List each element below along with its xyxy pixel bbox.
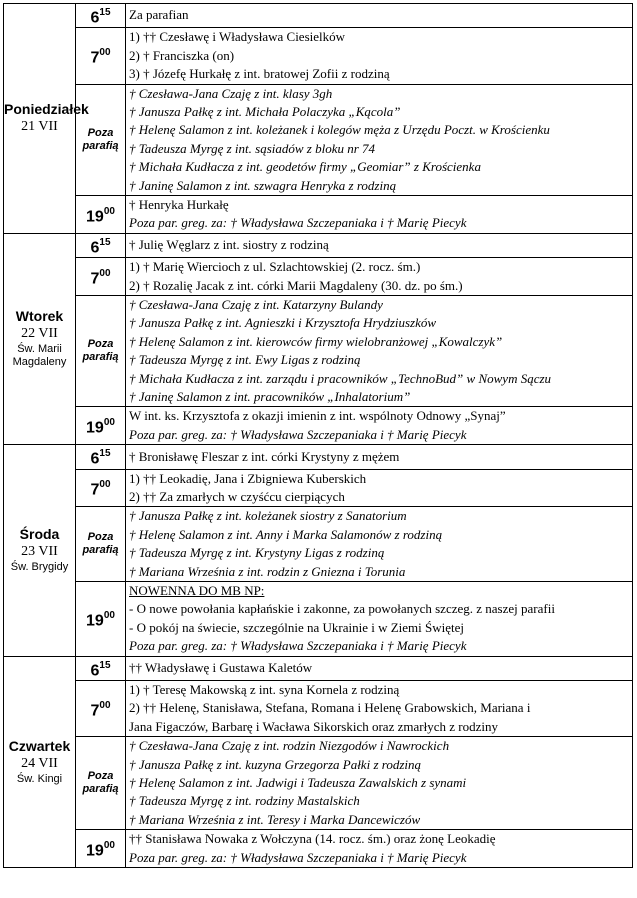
time-6-15: $6^{15}$ <box>76 656 126 680</box>
day-date: 22 VII <box>21 326 58 342</box>
mass-entries <box>126 830 633 868</box>
intention-line: † Michała Kudłacza z int. geodetów firmy „Geomiar” z Krościenka <box>129 159 481 175</box>
poza-parafia-label: Poza parafią <box>76 84 126 195</box>
mass-entries <box>126 407 633 445</box>
intention-line: 2) † Rozalię Jacak z int. córki Marii Magdaleny (30. dz. po śm.) <box>129 277 463 293</box>
time-19-00: $19^{00}$ <box>76 830 126 868</box>
intention-line: † Janinę Salamon z int. pracowników „Inhalatorium” <box>129 388 411 404</box>
gregorian-line: Poza par. greg. za: † Władysława Szczepaniaka i † Marię Piecyk <box>129 215 467 231</box>
intention-line: †† Stanisława Nowaka z Wołczyna (14. rocz. śm.) oraz żonę Leokadię <box>129 831 496 847</box>
intention-line: †† Władysławę i Gustawa Kaletów <box>129 660 313 676</box>
intention-line: † Janinę Salamon z int. szwagra Henryka z rodziną <box>129 177 397 193</box>
intention-line: † Bronisławę Fleszar z int. córki Krystyny z mężem <box>129 448 400 464</box>
poza-parafia-label: Poza parafią <box>76 295 126 406</box>
time-19-00: $19^{00}$ <box>76 195 126 233</box>
day-name: Środa <box>19 526 60 543</box>
intention-line: † Janusza Pałkę z int. kuzyna Grzegorza Pałki z rodziną <box>129 756 421 772</box>
intention-line: 2) †† Za zmarłych w czyśćcu cierpiących <box>129 488 345 504</box>
gregorian-line: Poza par. greg. za: † Władysława Szczepaniaka i † Marię Piecyk <box>129 638 467 654</box>
intention-line: - O nowe powołania kapłańskie i zakonne, za powołanych szczeg. z naszej parafii <box>129 601 555 617</box>
mass-entries <box>126 656 633 680</box>
day-date: 23 VII <box>21 544 58 560</box>
day-name: Wtorek <box>15 308 64 325</box>
intention-line: 3) † Józefę Hurkałę z int. bratowej Zofii z rodziną <box>129 66 390 82</box>
wed-poza-row <box>4 507 633 582</box>
intention-line: 2) †† Helenę, Stanisława, Stefana, Romana i Helenę Grabowskich, Mariana i <box>129 700 531 716</box>
wed-700-row <box>4 469 633 507</box>
saint-name: Św. Brygidy <box>10 561 69 574</box>
intention-line: - O pokój na świecie, szczególnie na Ukrainie i w Ziemi Świętej <box>129 619 465 635</box>
intention-line: † Mariana Września z int. rodzin z Gniezna i Torunia <box>129 563 406 579</box>
intention-line: † Michała Kudłacza z int. zarządu i pracowników „TechnoBud” w Nowym Sączu <box>129 370 552 386</box>
day-cell-wednesday <box>4 445 76 656</box>
tue-1900-row <box>4 407 633 445</box>
intention-line: † Henryka Hurkałę <box>129 196 229 212</box>
day-name: Poniedziałek <box>4 101 89 118</box>
mass-entries <box>126 233 633 257</box>
day-cell-thursday <box>4 656 76 867</box>
mon-615-row <box>4 4 633 28</box>
intention-line: † Helenę Salamon z int. kierowców firmy wielobranżowej „Kowalczyk” <box>129 333 503 349</box>
intention-line: † Helenę Salamon z int. koleżanek i kolegów męża z Urzędu Poczt. w Krościenku <box>129 122 550 138</box>
intention-line: 1) † Marię Wiercioch z ul. Szlachtowskiej (2. rocz. śm.) <box>129 259 421 275</box>
intention-line: 2) † Franciszka (on) <box>129 47 235 63</box>
mass-entries <box>126 680 633 736</box>
day-date: 24 VII <box>21 755 58 771</box>
time-6-15: $6^{15}$ <box>76 233 126 257</box>
thu-615-row <box>4 656 633 680</box>
mass-entries <box>126 258 633 296</box>
mass-entries-outside <box>126 737 633 830</box>
intention-line: 1) †† Czesławę i Władysława Ciesielków <box>129 29 346 45</box>
intention-line: 1) † Teresę Makowską z int. syna Kornela z rodziną <box>129 681 400 697</box>
time-7-00: $7^{00}$ <box>76 258 126 296</box>
day-name: Czwartek <box>8 737 71 754</box>
mon-700-row <box>4 28 633 84</box>
mass-entries <box>126 28 633 84</box>
saint-name: Św. Kingi <box>16 772 63 785</box>
gregorian-line: Poza par. greg. za: † Władysława Szczepaniaka i † Marię Piecyk <box>129 849 467 865</box>
intention-line: † Janusza Pałkę z int. Michała Polaczyka „Kącola” <box>129 103 401 119</box>
intention-line: † Mariana Września z int. Teresy i Marka Dancewiczów <box>129 811 421 827</box>
mon-poza-row <box>4 84 633 195</box>
saint-name: Św. Marii Magdaleny <box>12 343 67 369</box>
intention-line: Za parafian <box>129 7 189 23</box>
poza-parafia-label: Poza parafią <box>76 507 126 582</box>
time-7-00: $7^{00}$ <box>76 469 126 507</box>
intention-line: 1) †† Leokadię, Jana i Zbigniewa Kuberskich <box>129 470 367 486</box>
time-7-00: $7^{00}$ <box>76 28 126 84</box>
time-6-15: $6^{15}$ <box>76 4 126 28</box>
thu-700-row <box>4 680 633 736</box>
tue-615-row <box>4 233 633 257</box>
intention-line: † Tadeusza Myrgę z int. sąsiadów z bloku nr 74 <box>129 140 376 156</box>
wed-615-row <box>4 445 633 469</box>
mass-entries-outside <box>126 507 633 582</box>
novena-title: NOWENNA DO MB NP: <box>129 582 265 598</box>
tue-700-row <box>4 258 633 296</box>
intention-line: Jana Figaczów, Barbarę i Wacława Sikorskich oraz zmarłych z rodziny <box>129 718 498 734</box>
intention-line: † Janusza Pałkę z int. koleżanek siostry z Sanatorium <box>129 508 407 524</box>
day-date: 21 VII <box>21 119 58 135</box>
thu-poza-row <box>4 737 633 830</box>
intention-line: † Tadeusza Myrgę z int. Krystyny Ligas z rodziną <box>129 545 385 561</box>
mass-entries <box>126 469 633 507</box>
intention-line: † Tadeusza Myrgę z int. Ewy Ligas z rodziną <box>129 352 361 368</box>
mass-entries <box>126 4 633 28</box>
time-19-00: $19^{00}$ <box>76 407 126 445</box>
tue-poza-row <box>4 295 633 406</box>
mass-entries-outside <box>126 295 633 406</box>
mass-entries <box>126 195 633 233</box>
mass-entries <box>126 581 633 656</box>
intention-line: † Czesława-Jana Czaję z int. Katarzyny Bulandy <box>129 296 383 312</box>
time-19-00: $19^{00}$ <box>76 581 126 656</box>
day-cell-monday <box>4 4 89 234</box>
intention-line: † Czesława-Jana Czaję z int. klasy 3gh <box>129 85 333 101</box>
time-6-15: $6^{15}$ <box>76 445 126 469</box>
intention-line: † Helenę Salamon z int. Anny i Marka Salamonów z rodziną <box>129 526 443 542</box>
day-cell-tuesday <box>4 233 76 444</box>
mass-entries <box>126 445 633 469</box>
intention-line: † Tadeusza Myrgę z int. rodziny Mastalskich <box>129 793 360 809</box>
intention-line: † Czesława-Jana Czaję z int. rodzin Niezgodów i Nawrockich <box>129 738 450 754</box>
mass-entries-outside <box>126 84 633 195</box>
intention-line: † Janusza Pałkę z int. Agnieszki i Krzysztofa Hrydziuszków <box>129 315 437 331</box>
time-7-00: $7^{00}$ <box>76 680 126 736</box>
intention-line: † Helenę Salamon z int. Jadwigi i Tadeusza Zawalskich z synami <box>129 774 467 790</box>
poza-parafia-label: Poza parafią <box>76 737 126 830</box>
intention-line: W int. ks. Krzysztofa z okazji imienin z int. wspólnoty Odnowy „Synaj” <box>129 408 506 424</box>
gregorian-line: Poza par. greg. za: † Władysława Szczepaniaka i † Marię Piecyk <box>129 426 467 442</box>
thu-1900-row <box>4 830 633 868</box>
wed-1900-row <box>4 581 633 656</box>
mon-1900-row <box>4 195 633 233</box>
intention-line: † Julię Węglarz z int. siostry z rodziną <box>129 237 329 253</box>
mass-schedule-table <box>3 3 633 868</box>
